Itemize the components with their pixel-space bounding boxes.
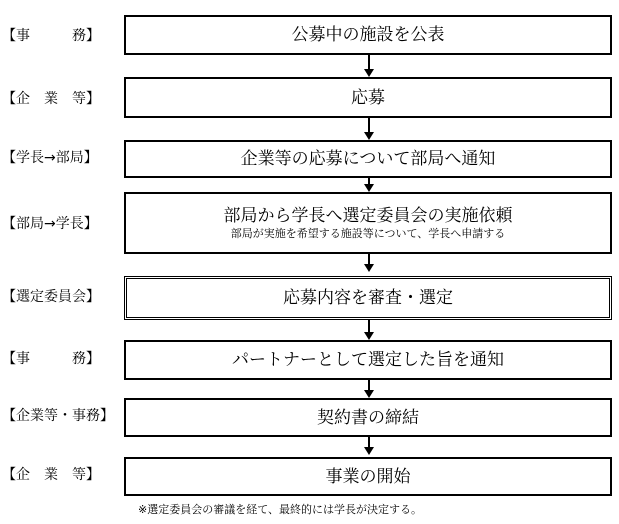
role-label-7: 【企業等・事務】 [2,408,114,424]
step-text-1: 公募中の施設を公表 [291,25,445,45]
step-box-6 [124,340,612,380]
arrow-head-2 [364,132,374,140]
arrow-head-5 [364,332,374,340]
footnote: ※選定委員会の審議を経て、最終的には学長が決定する。 [138,503,422,516]
role-label-8: 【企 業 等】 [2,467,100,483]
arrow-head-7 [364,447,374,455]
role-label-1: 【事 務】 [2,28,100,44]
arrow-head-6 [364,390,374,398]
arrow-head-1 [364,69,374,77]
role-label-5: 【選定委員会】 [2,289,100,305]
step-box-1 [124,15,612,55]
step-text-5: 応募内容を審査・選定 [283,288,453,308]
step-box-3 [124,140,612,178]
step-text-2: 応募 [351,87,385,108]
role-label-3: 【学長→部局】 [2,150,98,166]
step-box-7 [124,398,612,437]
step-box-4 [124,192,612,254]
arrow-head-3 [364,184,374,192]
role-label-6: 【事 務】 [2,351,100,367]
arrow-head-4 [364,264,374,272]
step-text-7: 契約書の締結 [317,407,419,428]
role-label-4: 【部局→学長】 [2,216,98,232]
step-box-5 [124,276,612,320]
step-text-6: パートナーとして選定した旨を通知 [232,350,504,370]
step-text-3: 企業等の応募について部局へ通知 [240,149,496,169]
role-label-2: 【企 業 等】 [2,91,100,107]
step-text-8: 事業の開始 [325,466,411,487]
step-text-4: 部局から学長へ選定委員会の実施依頼 [223,205,513,226]
step-subtext-4: 部局が実施を希望する施設等について、学長へ申請する [230,226,506,240]
step-box-8 [124,457,612,496]
step-box-2 [124,77,612,118]
